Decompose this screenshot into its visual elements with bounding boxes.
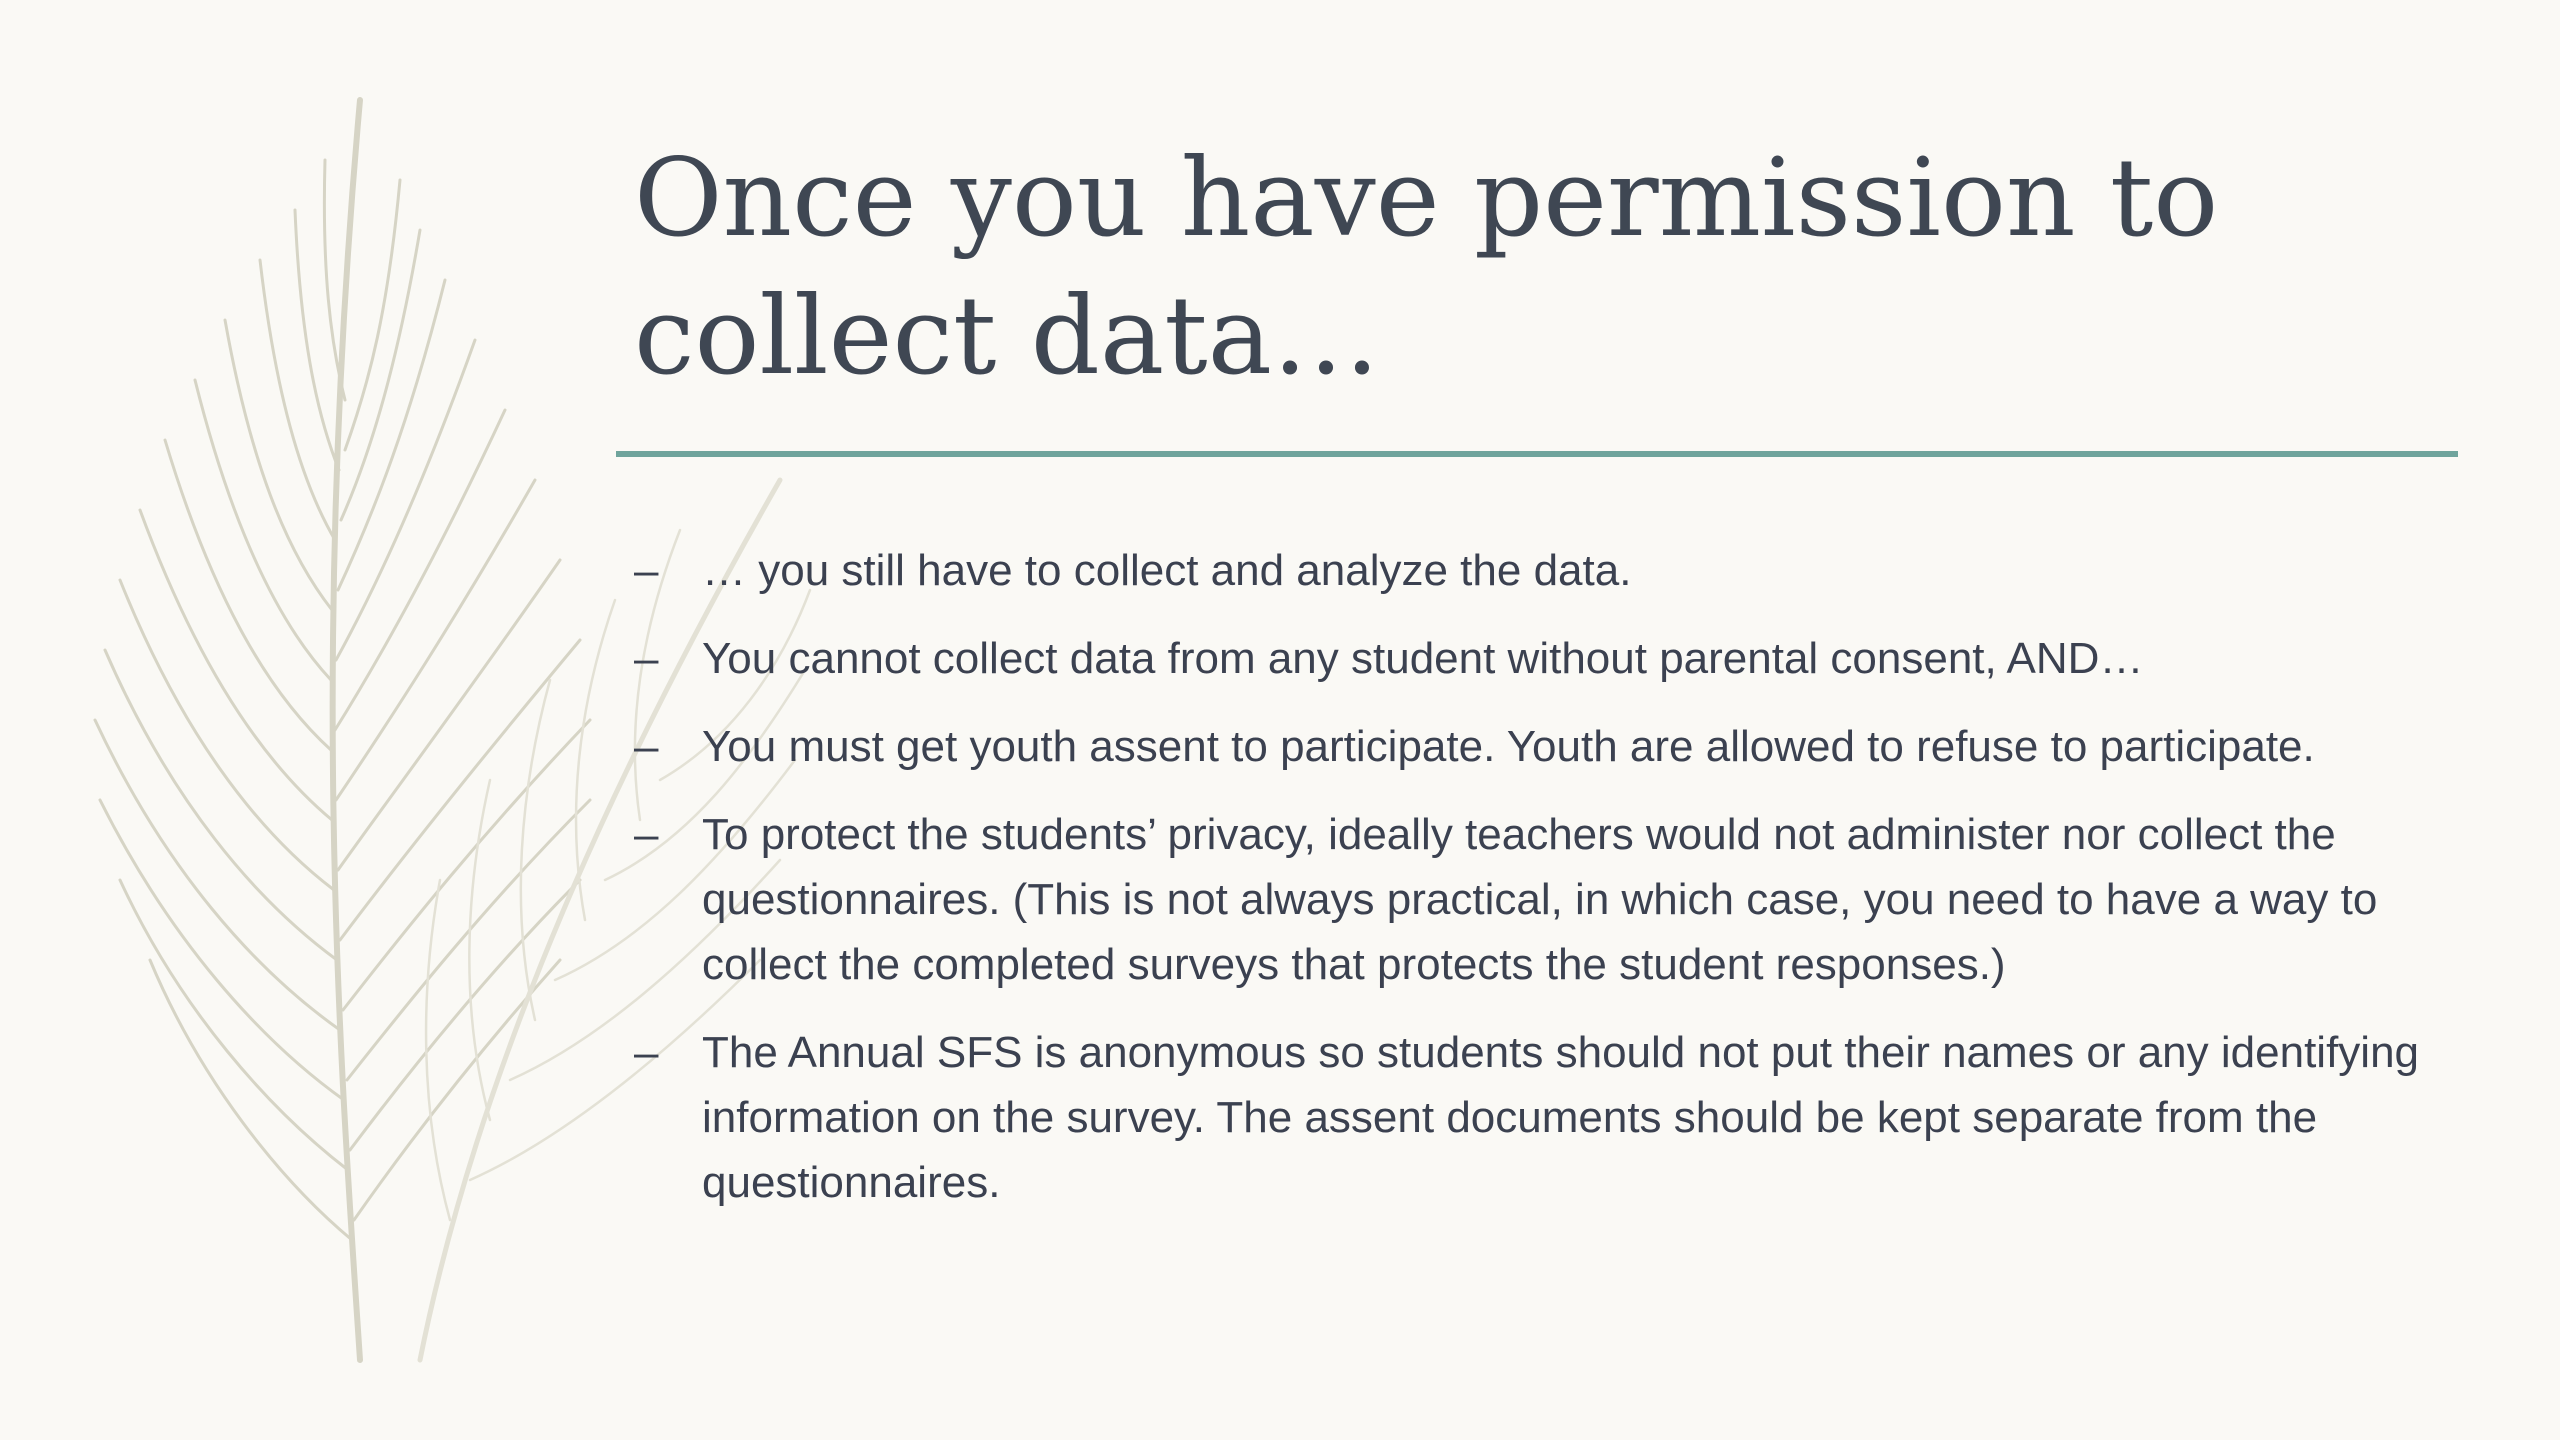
bullet-text: You must get youth assent to participate. Youth are allowed to refuse to participate.: [702, 722, 2315, 771]
dash-bullet-icon: –: [634, 634, 659, 683]
bullet-text: … you still have to collect and analyze the data.: [702, 546, 1632, 595]
bullet-text: You cannot collect data from any student without parental consent, AND…: [702, 634, 2144, 683]
bullet-item: [634, 538, 2474, 603]
bullet-list: [634, 538, 2474, 1238]
dash-bullet-icon: –: [634, 1028, 659, 1077]
bullet-item: [634, 1020, 2474, 1215]
dash-bullet-icon: –: [634, 546, 659, 595]
dash-bullet-icon: –: [634, 722, 659, 771]
bullet-text: To protect the students’ privacy, ideally teachers would not administer nor collect the questionnaires. (This is not always practical, in which case, you need to have a way to collect the completed surveys that protects the student responses.): [702, 810, 2378, 989]
dash-bullet-icon: –: [634, 810, 659, 859]
bullet-item: [634, 802, 2474, 997]
slide-title: Once you have permission to collect data…: [634, 136, 2219, 399]
bullet-item: [634, 714, 2474, 779]
bullet-text: The Annual SFS is anonymous so students should not put their names or any identifying information on the survey. The assent documents should be kept separate from the questionnaires.: [702, 1028, 2420, 1207]
bullet-item: [634, 626, 2474, 691]
title-divider: [616, 451, 2458, 457]
